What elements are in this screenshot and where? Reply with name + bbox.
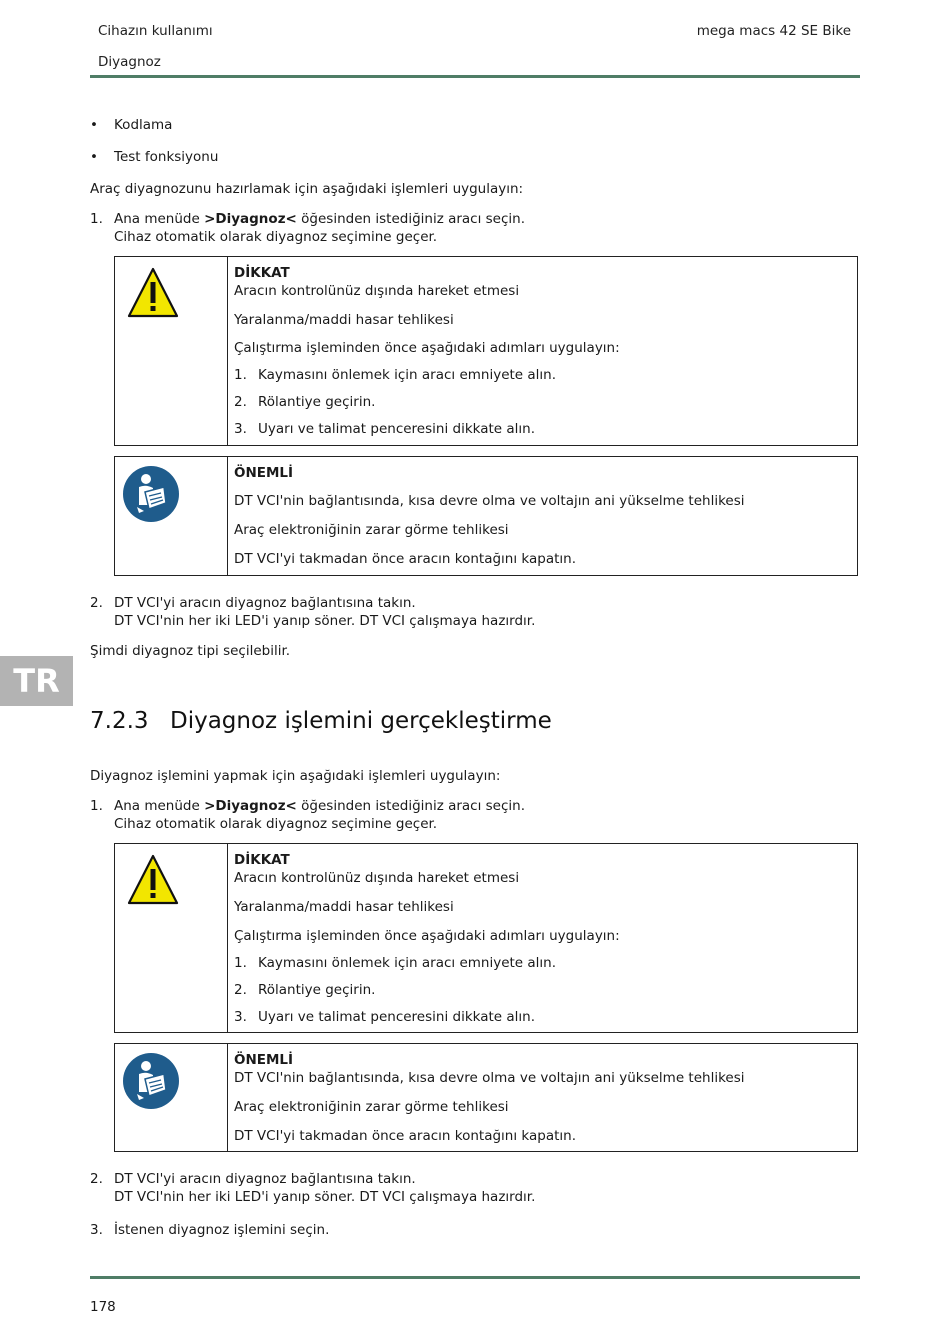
intro-text-2: Diyagnoz işlemini yapmak için aşağıdaki işlemleri uygulayın:: [90, 768, 501, 784]
intro-text: Araç diyagnozunu hazırlamak için aşağıdaki işlemleri uygulayın:: [90, 181, 524, 197]
important-title: ÖNEMLİ: [234, 465, 294, 481]
warning-triangle-icon: [127, 267, 179, 319]
caution-hazard: Aracın kontrolünüz dışında hareket etmesi: [234, 870, 520, 886]
caution-consequence: Yaralanma/maddi hasar tehlikesi: [234, 312, 454, 328]
caution-title: DİKKAT: [234, 265, 290, 281]
important-hazard: DT VCI'nin bağlantısında, kısa devre olma ve voltajın ani yükselme tehlikesi: [234, 493, 745, 509]
header-rule: [90, 75, 860, 78]
caution-item: 1. Kaymasını önlemek için aracı emniyete alın.: [234, 955, 557, 971]
page-number: 178: [90, 1299, 116, 1315]
caution-item: 1. Kaymasını önlemek için aracı emniyete alın.: [234, 367, 557, 383]
important-box: [114, 1043, 858, 1152]
list-item: • Test fonksiyonu: [90, 149, 219, 165]
header-product: mega macs 42 SE Bike: [696, 23, 851, 39]
footer-rule: [90, 1276, 860, 1279]
list-item: • Kodlama: [90, 117, 173, 133]
read-manual-icon: [122, 1052, 180, 1110]
important-consequence: Araç elektroniğinin zarar görme tehlikesi: [234, 522, 509, 538]
important-consequence: Araç elektroniğinin zarar görme tehlikesi: [234, 1099, 509, 1115]
important-instruction: DT VCI'yi takmadan önce aracın kontağını kapatın.: [234, 551, 576, 567]
section-title: Diyagnoz işlemini gerçekleştirme: [170, 708, 552, 734]
caution-box: [114, 256, 858, 446]
caution-item: 3. Uyarı ve talimat penceresini dikkate alın.: [234, 421, 536, 437]
caution-title: DİKKAT: [234, 852, 290, 868]
header-chapter: Cihazın kullanımı: [98, 23, 213, 39]
section-heading: [90, 706, 552, 736]
caution-item: 2. Rölantiye geçirin.: [234, 394, 376, 410]
section-number: 7.2.3: [90, 708, 149, 734]
important-box: [114, 456, 858, 576]
important-instruction: DT VCI'yi takmadan önce aracın kontağını kapatın.: [234, 1128, 576, 1144]
warning-triangle-icon: [127, 854, 179, 906]
caution-instruction: Çalıştırma işleminden önce aşağıdaki adımları uygulayın:: [234, 928, 620, 944]
caution-consequence: Yaralanma/maddi hasar tehlikesi: [234, 899, 454, 915]
important-title: ÖNEMLİ: [234, 1052, 294, 1068]
caution-item: 3. Uyarı ve talimat penceresini dikkate alın.: [234, 1009, 536, 1025]
caution-instruction: Çalıştırma işleminden önce aşağıdaki adımları uygulayın:: [234, 340, 620, 356]
important-hazard: DT VCI'nin bağlantısında, kısa devre olma ve voltajın ani yükselme tehlikesi: [234, 1070, 745, 1086]
language-tab: TR: [0, 656, 73, 706]
caution-hazard: Aracın kontrolünüz dışında hareket etmesi: [234, 283, 520, 299]
caution-item: 2. Rölantiye geçirin.: [234, 982, 376, 998]
read-manual-icon: [122, 465, 180, 523]
header-section: Diyagnoz: [98, 54, 161, 70]
now-text: Şimdi diyagnoz tipi seçilebilir.: [90, 643, 291, 659]
caution-box: [114, 843, 858, 1033]
